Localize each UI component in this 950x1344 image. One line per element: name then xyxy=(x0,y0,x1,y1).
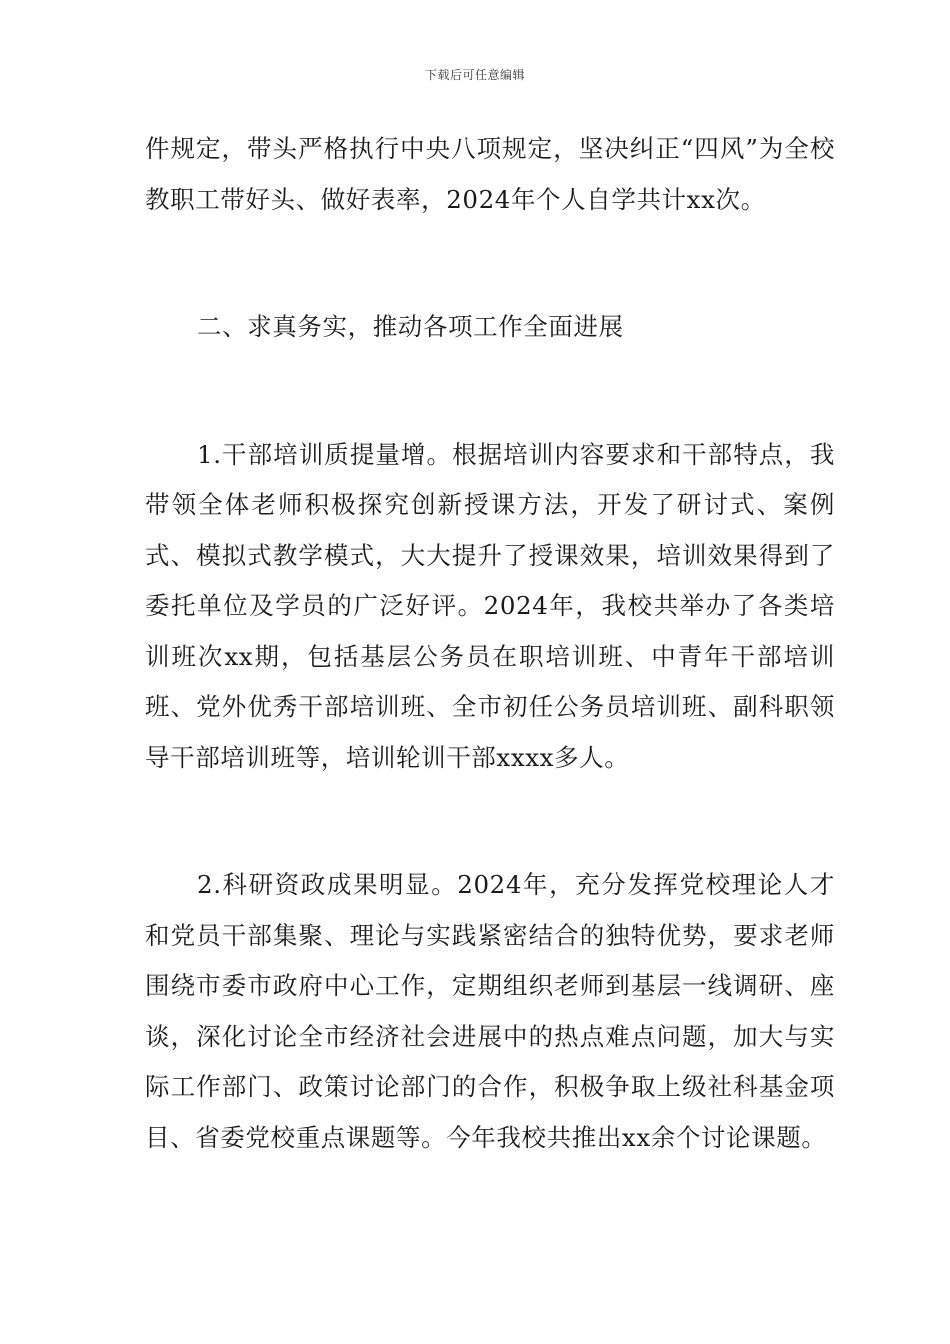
paragraph-gap xyxy=(145,783,835,860)
paragraph-cadre-training: 1.干部培训质提量增。根据培训内容要求和干部特点，我带领全体老师积极探究创新授课方法，开发了研讨式、案例式、模拟式教学模式，大大提升了授课效果，培训效果得到了委托单位及学员的广泛好评。2024年，我校共举办了各类培训班次xx期，包括基层公务员在职培训班、中青年干部培训班、党外优秀干部培训班、全市初任公务员培训班、副科职领导干部培训班等，培训轮训干部xxxx多人。 xyxy=(145,439,835,772)
document-body xyxy=(145,124,835,1163)
section-heading: 二、求真务实，推动各项工作全面进展 xyxy=(197,312,624,341)
paragraph-continuation: 件规定，带头严格执行中央八项规定，坚决纠正“四风”为全校教职工带好头、做好表率，2024年个人自学共计xx次。 xyxy=(145,134,835,214)
paragraph-research: 2.科研资政成果明显。2024年，充分发挥党校理论人才和党员干部集聚、理论与实践紧密结合的独特优势，要求老师围绕市委市政府中心工作，定期组织老师到基层一线调研、座谈，深化讨论全市经济社会进展中的热点难点问题，加大与实际工作部门、政策讨论部门的合作，积极争取上级社科基金项目、省委党校重点课题等。今年我校共推出xx余个讨论课题。 xyxy=(145,870,835,1152)
header-note: 下载后可任意编辑 xyxy=(424,68,525,82)
paragraph-gap xyxy=(145,225,835,302)
paragraph-gap xyxy=(145,353,835,430)
